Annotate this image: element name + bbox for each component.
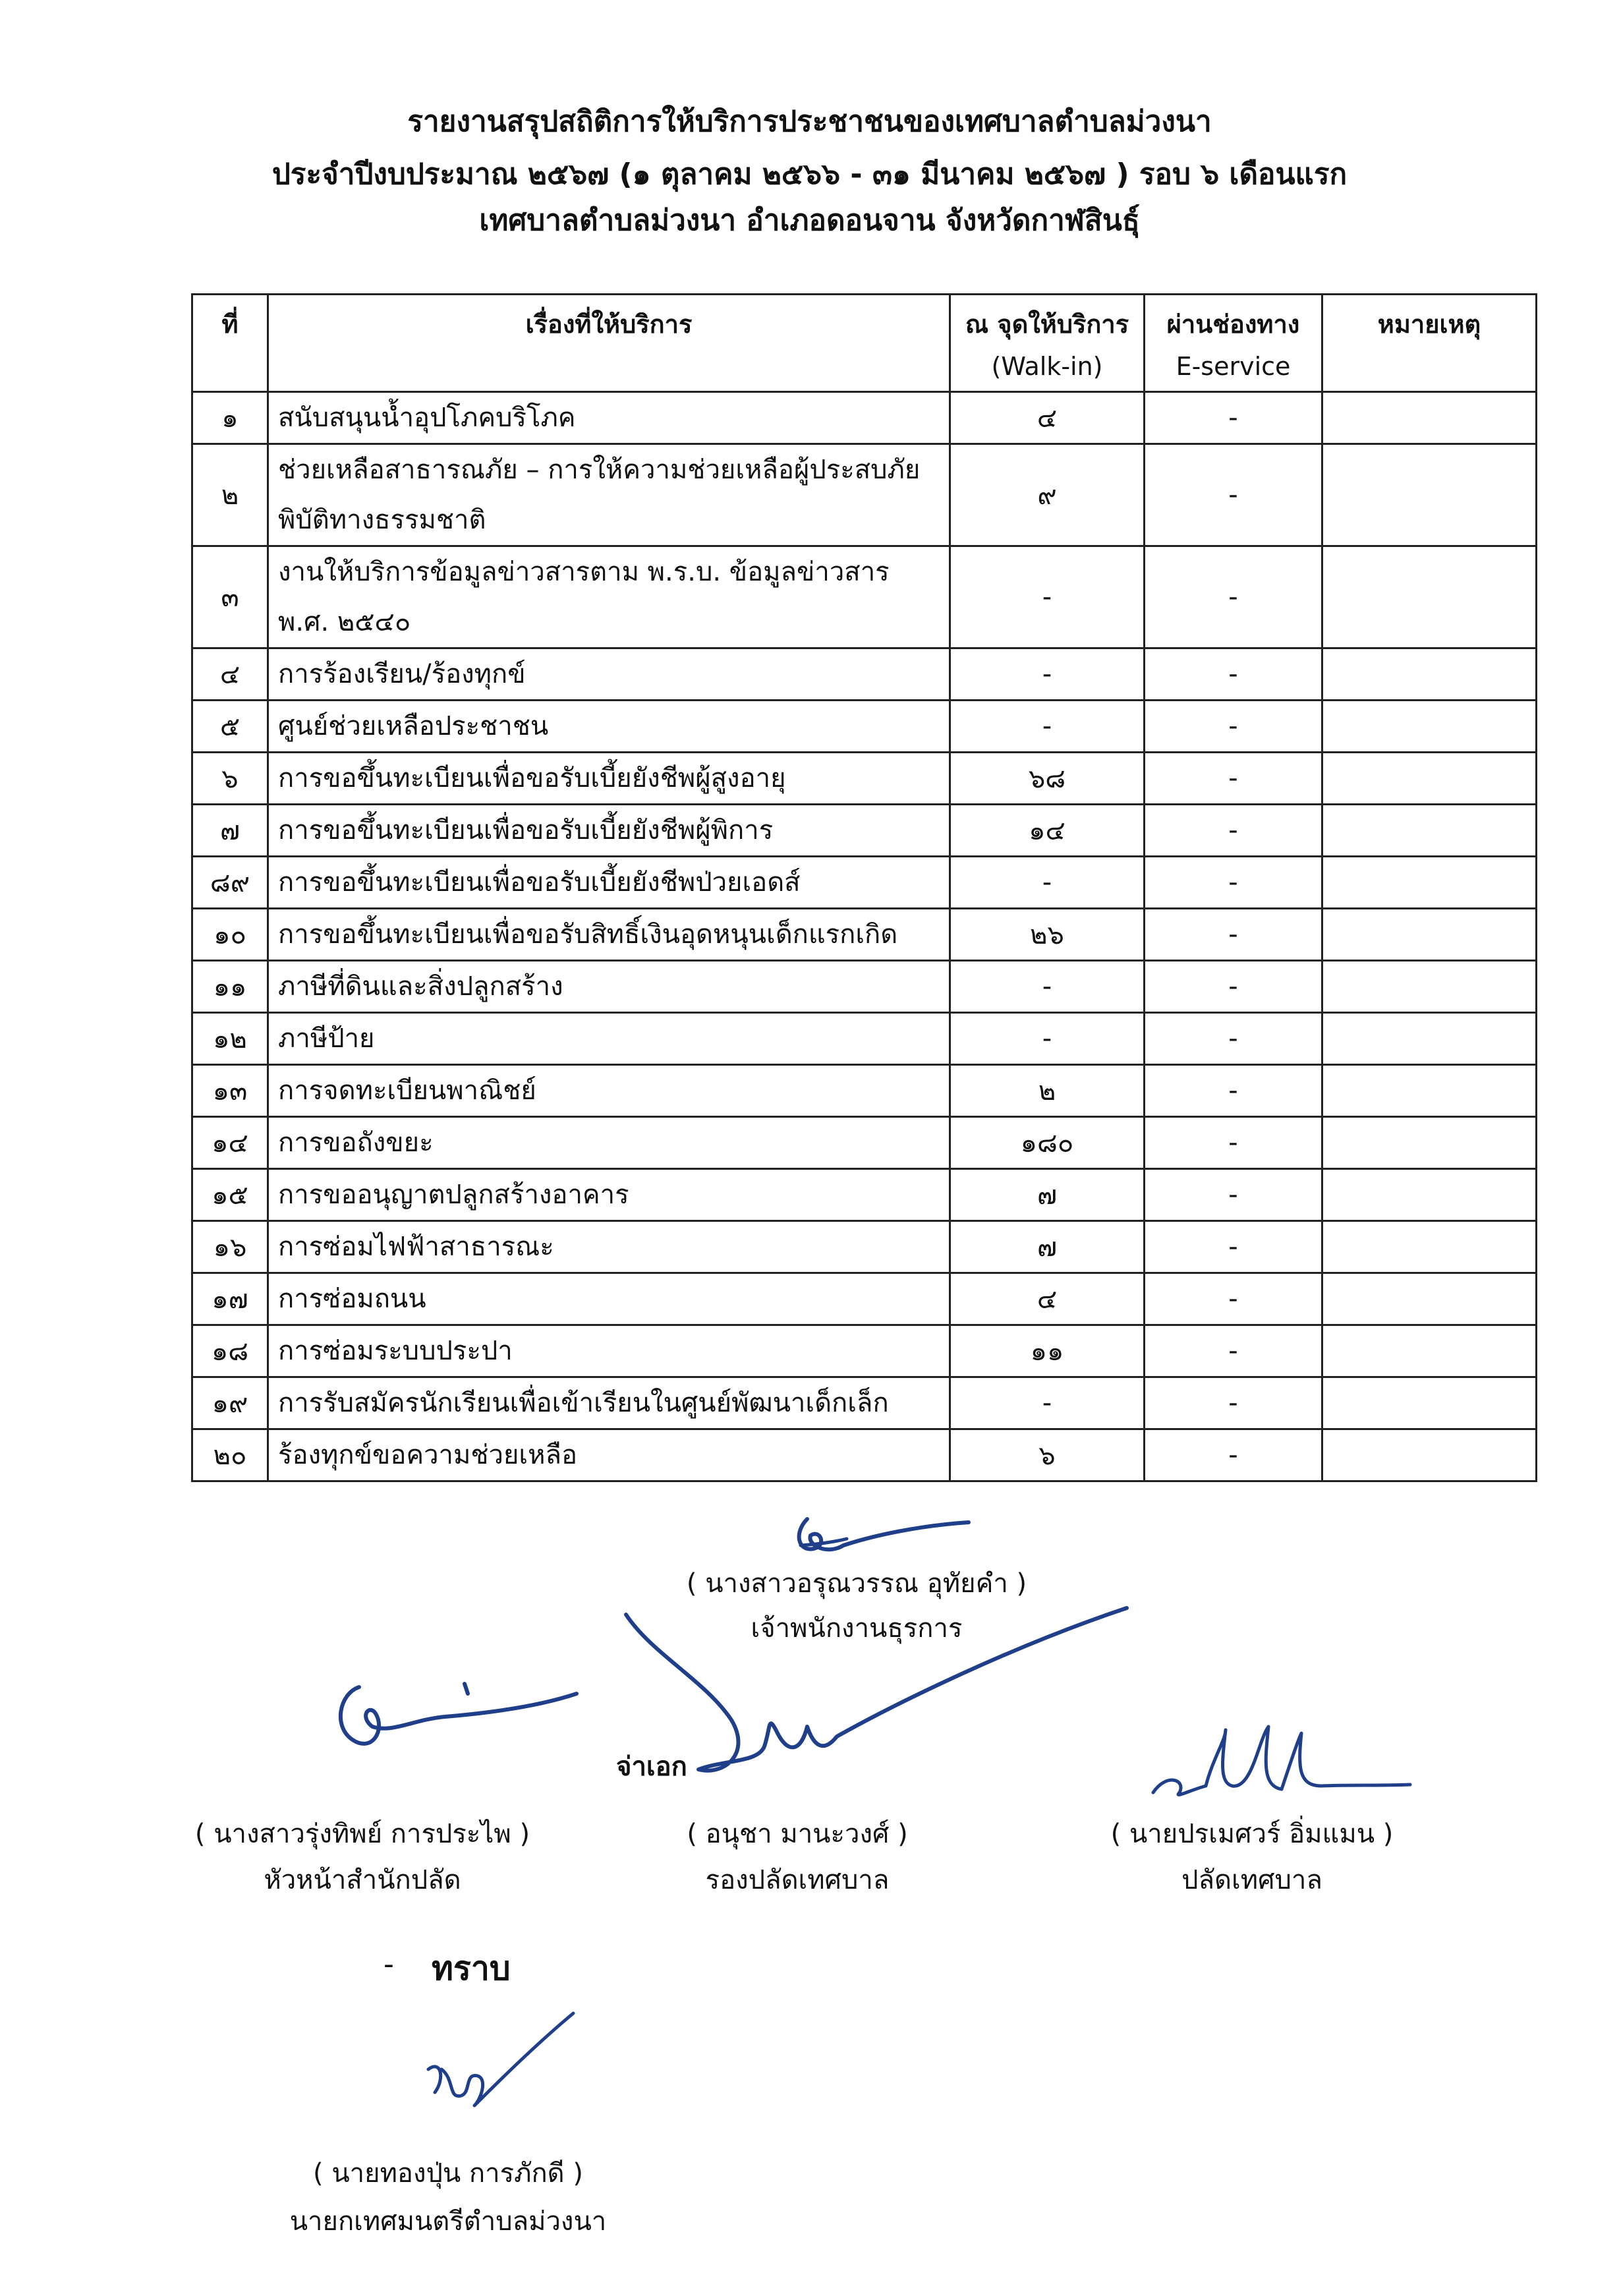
cell-eservice: -: [1145, 1117, 1322, 1169]
header-eservice-line2: E-service: [1176, 352, 1291, 381]
table-row: [192, 444, 1537, 546]
cell-no: ๑๑: [192, 961, 268, 1013]
cell-eservice: -: [1145, 1221, 1322, 1273]
cell-walkin: ๔: [950, 392, 1145, 444]
cell-walkin: ๑๘๐: [950, 1117, 1145, 1169]
cell-remark: [1322, 961, 1537, 1013]
cell-eservice: -: [1145, 1169, 1322, 1221]
clerk-position: เจ้าพนักงานธุรการ: [751, 1613, 963, 1644]
clerk-chief-signature: [1140, 1720, 1417, 1819]
cell-no: ๑๕: [192, 1169, 268, 1221]
cell-eservice: -: [1145, 648, 1322, 701]
cell-eservice: -: [1145, 909, 1322, 961]
mayor-signature: [415, 2007, 586, 2125]
table-row: [192, 1013, 1537, 1065]
head-office-signature: [313, 1667, 590, 1766]
table-row: [192, 1377, 1537, 1429]
cell-service: การร้องเรียน/ร้องทุกข์: [268, 648, 950, 701]
cell-no: ๔: [192, 648, 268, 701]
cell-walkin: ๖๘: [950, 753, 1145, 805]
cell-service: ภาษีป้าย: [268, 1013, 950, 1065]
deputy-signature: [613, 1595, 1140, 1812]
cell-walkin: ๖: [950, 1429, 1145, 1481]
cell-walkin: ๙: [950, 444, 1145, 546]
table-row: [192, 1325, 1537, 1377]
table-row: [192, 961, 1537, 1013]
clerk-name: ( นางสาวอรุณวรรณ อุทัยคำ ): [686, 1568, 1027, 1599]
cell-remark: [1322, 392, 1537, 444]
cell-service: การขอถังขยะ: [268, 1117, 950, 1169]
deputy-position: รองปลัดเทศบาล: [705, 1865, 890, 1895]
cell-eservice: -: [1145, 546, 1322, 648]
cell-remark: [1322, 857, 1537, 909]
cell-service: ศูนย์ช่วยเหลือประชาชน: [268, 701, 950, 753]
cell-no: ๘๙: [192, 857, 268, 909]
cell-remark: [1322, 1169, 1537, 1221]
cell-no: ๑๓: [192, 1065, 268, 1117]
cell-service: การขอขึ้นทะเบียนเพื่อขอรับสิทธิ์เงินอุดหนุนเด็กแรกเกิด: [268, 909, 950, 961]
table-row: [192, 392, 1537, 444]
cell-no: ๑๐: [192, 909, 268, 961]
cell-remark: [1322, 805, 1537, 857]
report-title: รายงานสรุปสถิติการให้บริการประชาชนของเทศบาลตำบลม่วงนา: [407, 105, 1212, 138]
cell-service: การขอขึ้นทะเบียนเพื่อขอรับเบี้ยยังชีพป่วยเอดส์: [268, 857, 950, 909]
cell-remark: [1322, 1429, 1537, 1481]
cell-walkin: -: [950, 546, 1145, 648]
cell-remark: [1322, 753, 1537, 805]
header-eservice: [1145, 295, 1322, 392]
table-row: [192, 1169, 1537, 1221]
acknowledge-dash: -: [383, 1947, 394, 1981]
header-walkin-line1: ณ จุดให้บริการ: [965, 310, 1129, 339]
table-row: [192, 1273, 1537, 1325]
table-row: [192, 753, 1537, 805]
header-walkin: [950, 295, 1145, 392]
cell-walkin: -: [950, 648, 1145, 701]
cell-walkin: ๑๑: [950, 1325, 1145, 1377]
cell-walkin: -: [950, 701, 1145, 753]
cell-remark: [1322, 1065, 1537, 1117]
cell-service: ช่วยเหลือสาธารณภัย – การให้ความช่วยเหลือผู้ประสบภัยพิบัติทางธรรมชาติ: [268, 444, 950, 546]
table-row: [192, 857, 1537, 909]
table-row: [192, 701, 1537, 753]
clerk-chief-name: ( นายปรเมศวร์ อิ่มแมน ): [1110, 1819, 1394, 1849]
cell-remark: [1322, 909, 1537, 961]
cell-walkin: -: [950, 1377, 1145, 1429]
cell-service: ภาษีที่ดินและสิ่งปลูกสร้าง: [268, 961, 950, 1013]
cell-no: ๑๗: [192, 1273, 268, 1325]
report-organization: เทศบาลตำบลม่วงนา อำเภอดอนจาน จังหวัดกาฬสินธุ์: [479, 204, 1140, 237]
mayor-position: นายกเทศมนตรีตำบลม่วงนา: [289, 2206, 607, 2237]
cell-service: ร้องทุกข์ขอความช่วยเหลือ: [268, 1429, 950, 1481]
cell-eservice: -: [1145, 753, 1322, 805]
cell-no: ๑๘: [192, 1325, 268, 1377]
head-office-name: ( นางสาวรุ่งทิพย์ การประไพ ): [194, 1819, 530, 1849]
cell-remark: [1322, 1325, 1537, 1377]
cell-walkin: ๔: [950, 1273, 1145, 1325]
cell-eservice: -: [1145, 1013, 1322, 1065]
table-row: [192, 805, 1537, 857]
table-row: [192, 1117, 1537, 1169]
cell-remark: [1322, 546, 1537, 648]
cell-eservice: -: [1145, 805, 1322, 857]
header-service: เรื่องที่ให้บริการ: [268, 295, 950, 392]
cell-remark: [1322, 1377, 1537, 1429]
cell-remark: [1322, 444, 1537, 546]
cell-service: การขอขึ้นทะเบียนเพื่อขอรับเบี้ยยังชีพผู้สูงอายุ: [268, 753, 950, 805]
cell-walkin: ๒: [950, 1065, 1145, 1117]
clerk-chief-position: ปลัดเทศบาล: [1181, 1865, 1322, 1895]
cell-remark: [1322, 1273, 1537, 1325]
deputy-rank: จ่าเอก: [616, 1752, 687, 1782]
table-row: [192, 1429, 1537, 1481]
cell-service: สนับสนุนน้ำอุปโภคบริโภค: [268, 392, 950, 444]
cell-remark: [1322, 648, 1537, 701]
cell-service: การจดทะเบียนพาณิชย์: [268, 1065, 950, 1117]
head-office-position: หัวหน้าสำนักปลัด: [264, 1865, 461, 1895]
cell-eservice: -: [1145, 701, 1322, 753]
cell-no: ๗: [192, 805, 268, 857]
cell-remark: [1322, 1013, 1537, 1065]
cell-walkin: ๗: [950, 1221, 1145, 1273]
cell-service: การรับสมัครนักเรียนเพื่อเข้าเรียนในศูนย์พัฒนาเด็กเล็ก: [268, 1377, 950, 1429]
cell-walkin: -: [950, 1013, 1145, 1065]
cell-eservice: -: [1145, 961, 1322, 1013]
cell-eservice: -: [1145, 392, 1322, 444]
cell-eservice: -: [1145, 1273, 1322, 1325]
cell-service: การซ่อมไฟฟ้าสาธารณะ: [268, 1221, 950, 1273]
table-row: [192, 648, 1537, 701]
table-row: [192, 546, 1537, 648]
cell-eservice: -: [1145, 1325, 1322, 1377]
table-row: [192, 1221, 1537, 1273]
cell-no: ๑๖: [192, 1221, 268, 1273]
cell-eservice: -: [1145, 1429, 1322, 1481]
header-walkin-line2: (Walk-in): [991, 352, 1103, 381]
header-no: ที่: [192, 295, 268, 392]
header-eservice-line1: ผ่านช่องทาง: [1166, 310, 1300, 339]
mayor-name: ( นายทองปุ่น การภักดี ): [313, 2158, 583, 2189]
header-remark: หมายเหตุ: [1322, 295, 1537, 392]
cell-remark: [1322, 701, 1537, 753]
cell-service: การซ่อมระบบประปา: [268, 1325, 950, 1377]
cell-no: ๑: [192, 392, 268, 444]
cell-service: งานให้บริการข้อมูลข่าวสารตาม พ.ร.บ. ข้อมูลข่าวสาร พ.ศ. ๒๕๔๐: [268, 546, 950, 648]
cell-no: ๑๙: [192, 1377, 268, 1429]
cell-no: ๒๐: [192, 1429, 268, 1481]
cell-no: ๓: [192, 546, 268, 648]
cell-eservice: -: [1145, 1377, 1322, 1429]
report-period: ประจำปีงบประมาณ ๒๕๖๗ (๑ ตุลาคม ๒๕๖๖ - ๓๑ มีนาคม ๒๕๖๗ ) รอบ ๖ เดือนแรก: [271, 158, 1348, 191]
table-row: [192, 909, 1537, 961]
cell-walkin: -: [950, 961, 1145, 1013]
cell-service: การขออนุญาตปลูกสร้างอาคาร: [268, 1169, 950, 1221]
cell-remark: [1322, 1221, 1537, 1273]
cell-no: ๑๒: [192, 1013, 268, 1065]
service-statistics-table: [191, 293, 1537, 1482]
cell-no: ๖: [192, 753, 268, 805]
cell-walkin: ๑๔: [950, 805, 1145, 857]
cell-walkin: ๒๖: [950, 909, 1145, 961]
cell-service: การขอขึ้นทะเบียนเพื่อขอรับเบี้ยยังชีพผู้พิการ: [268, 805, 950, 857]
cell-walkin: -: [950, 857, 1145, 909]
cell-walkin: ๗: [950, 1169, 1145, 1221]
table-row: [192, 1065, 1537, 1117]
acknowledge-label: ทราบ: [432, 1949, 511, 1988]
cell-eservice: -: [1145, 857, 1322, 909]
cell-no: ๒: [192, 444, 268, 546]
cell-eservice: -: [1145, 444, 1322, 546]
table-header-row: [192, 295, 1537, 392]
cell-remark: [1322, 1117, 1537, 1169]
deputy-name: ( อนุชา มานะวงศ์ ): [687, 1819, 908, 1849]
cell-eservice: -: [1145, 1065, 1322, 1117]
cell-no: ๑๔: [192, 1117, 268, 1169]
cell-service: การซ่อมถนน: [268, 1273, 950, 1325]
cell-no: ๕: [192, 701, 268, 753]
